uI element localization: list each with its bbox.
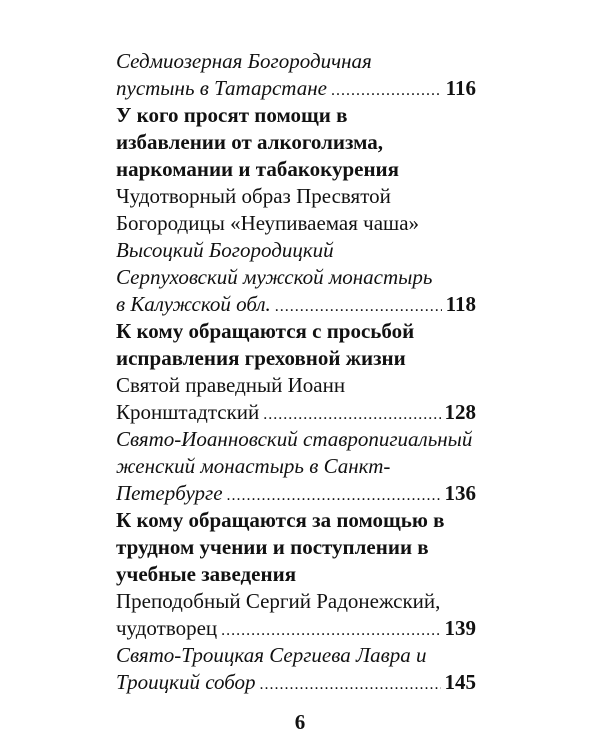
toc-line: Святой праведный Иоанн [116,373,346,397]
toc-line: Седмиозерная Богородичная [116,49,372,73]
dot-leader [263,401,440,426]
toc-entry [116,480,476,507]
section-heading-line: исправления греховной жизни [116,346,406,370]
toc-page-number: 145 [444,670,476,694]
toc-entry-title: пустынь в Татарстане [116,76,327,100]
section-heading-line: избавлении от алкоголизма, [116,130,384,154]
dot-leader [331,77,442,102]
toc-page-number: 139 [444,616,476,640]
toc-line: Богородицы «Неупиваемая чаша» [116,211,420,235]
section-heading-line: К кому обращаются за помощью в [116,508,445,532]
section-heading-line: У кого просят помощи в [116,103,348,127]
toc-page-number: 116 [445,76,476,100]
page-number: 6 [294,710,306,734]
toc-line: Преподобный Сергий Радонежский, [116,589,441,613]
toc-line: Свято-Иоанновский ставропигиальный [116,427,473,451]
toc-entry-title: чудотворец [116,616,218,640]
dot-leader [227,482,441,507]
section-heading-line: наркомании и табакокурения [116,157,400,181]
section-heading-line: К кому обращаются с просьбой [116,319,415,343]
toc-line: Чудотворный образ Пресвятой [116,184,391,208]
toc-line: женский монастырь в Санкт- [116,454,391,478]
toc-entry [116,291,476,318]
toc-line: Свято-Троицкая Сергиева Лавра и [116,643,427,667]
dot-leader [260,671,441,696]
toc-entry-title: Троицкий собор [116,670,256,694]
toc-page-number: 136 [444,481,476,505]
toc-line: Серпуховский мужской монастырь [116,265,433,289]
toc-page-number: 128 [444,400,476,424]
toc-entry-title: в Калужской обл. [116,292,271,316]
dot-leader [221,617,440,642]
toc-entry-title: Петербурге [116,481,223,505]
dot-leader [275,293,442,318]
toc-entry-title: Кронштадтский [116,400,260,424]
section-heading-line: трудном учении и поступлении в [116,535,429,559]
table-of-contents [116,48,476,696]
toc-line: Высоцкий Богородицкий [116,238,334,262]
toc-page-number: 118 [445,292,476,316]
toc-entry [116,615,476,642]
toc-entry [116,399,476,426]
toc-entry [116,75,476,102]
toc-entry [116,669,476,696]
section-heading-line: учебные заведения [116,562,297,586]
